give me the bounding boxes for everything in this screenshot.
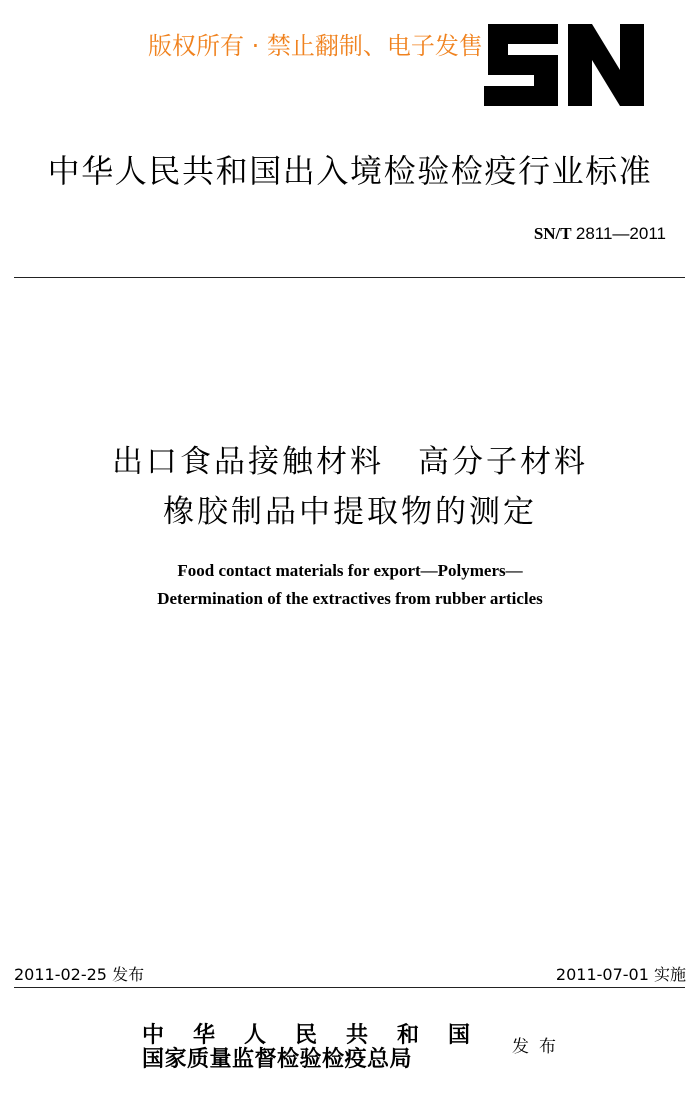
implement-date: 2011-07-01 实施 xyxy=(555,965,686,984)
issue-action: 发布 xyxy=(512,1037,566,1057)
title-en-line1: Food contact materials for export—Polymers— xyxy=(177,561,523,580)
standard-category: 中华人民共和国出入境检验检疫行业标准 xyxy=(47,152,653,190)
issuer-line1: 中华人民共和国 xyxy=(142,1022,500,1048)
footer-divider xyxy=(14,987,685,988)
header-divider xyxy=(14,277,685,278)
logo-letter-s xyxy=(484,24,558,106)
standard-code xyxy=(534,224,666,244)
title-en-line2: Determination of the extractives from rubber articles xyxy=(157,589,543,608)
title-cn-line1: 出口食品接触材料 高分子材料 xyxy=(112,444,588,480)
standard-code-prefix: SN/T xyxy=(533,224,572,243)
issuer-line2: 国家质量监督检验检疫总局 xyxy=(142,1046,413,1072)
copyright-notice: 版权所有 · 禁止翻制、电子发售 xyxy=(148,32,483,60)
title-cn-line2: 橡胶制品中提取物的测定 xyxy=(163,494,537,530)
publish-date: 2011-02-25 发布 xyxy=(14,965,145,984)
sn-logo xyxy=(484,24,644,106)
logo-letter-n xyxy=(568,24,644,106)
standard-code-number: 2811—2011 xyxy=(575,224,666,243)
